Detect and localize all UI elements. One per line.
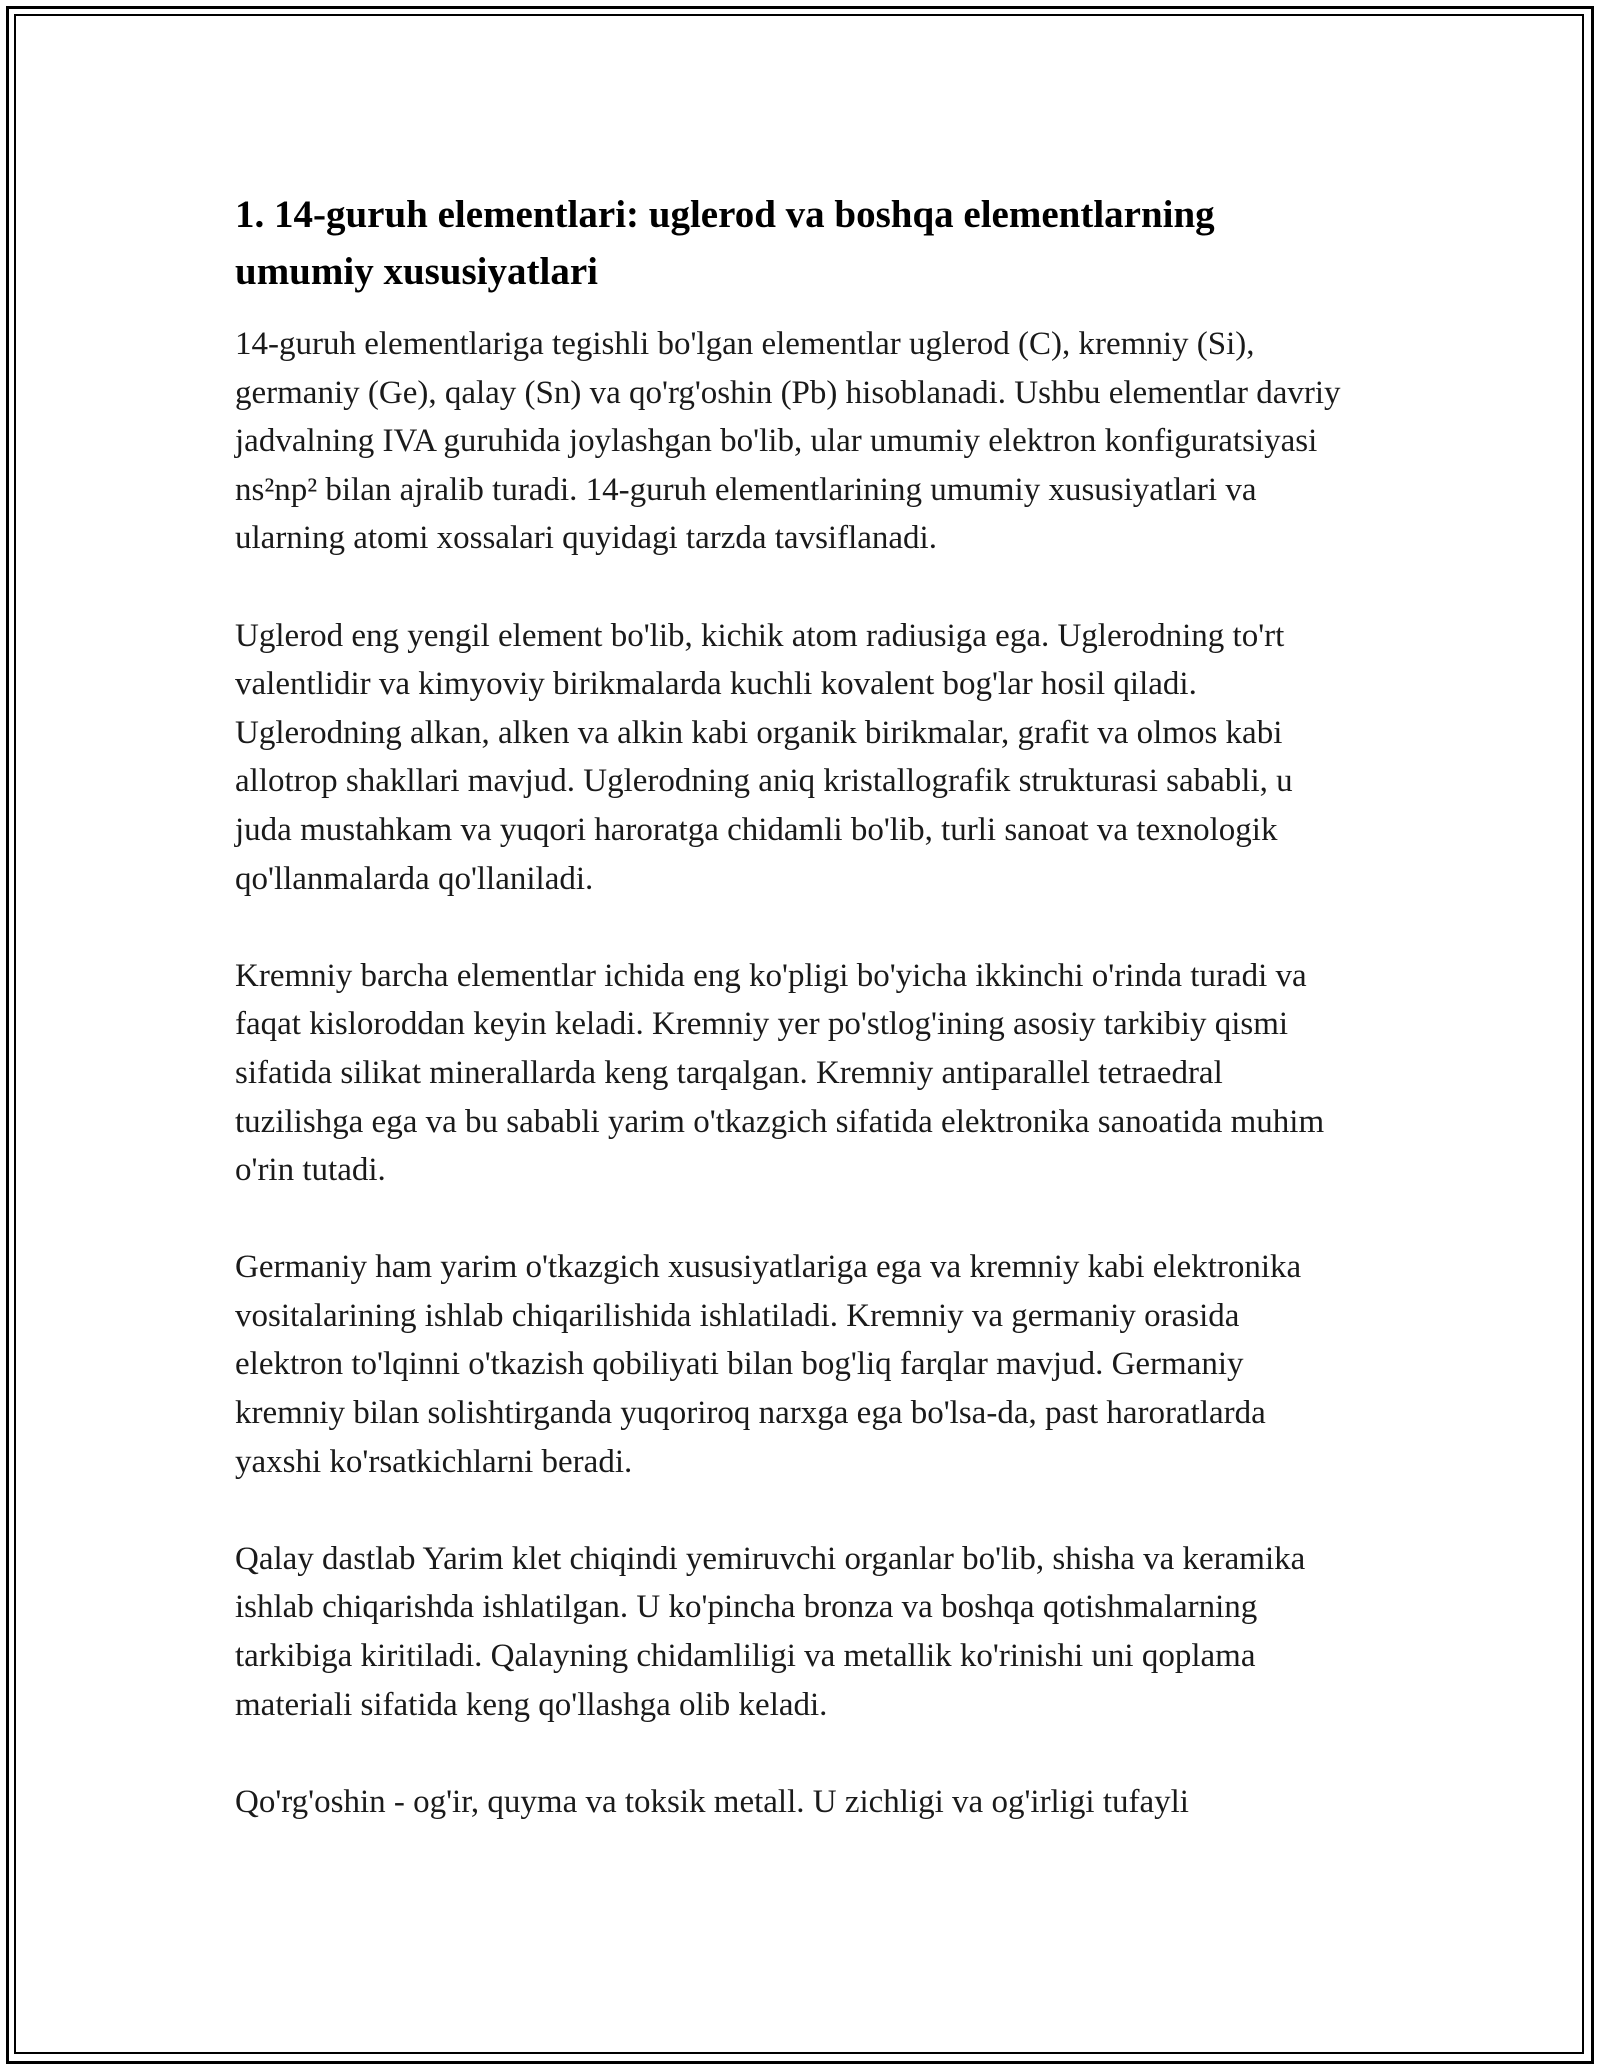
paragraph-carbon: Uglerod eng yengil element bo'lib, kichik atom radiusiga ega. Uglerodning to'rt valentlidir va kimyoviy birikmalarda kuchli kovalent bog'lar hosil qiladi. Uglerodning alkan, alken va alkin kabi organik birikmalar, grafit va olmos kabi allotrop shakllari mavjud. Uglerodning aniq kristallografik strukturasi sababli, u juda mustahkam va yuqori haroratga chidamli bo'lib, turli sanoat va texnologik qo'llanmalarda qo'llaniladi.	[235, 617, 1293, 897]
paragraph-germanium: Germaniy ham yarim o'tkazgich xususiyatlariga ega va kremniy kabi elektronika vositalarining ishlab chiqarilishida ishlatiladi. Kremniy va germaniy orasida elektron to'lqinni o'tkazish qobiliyati bilan bog'liq farqlar mavjud. Germaniy kremniy bilan solishtirganda yuqoriroq narxga ega bo'lsa-da, past haroratlarda yaxshi ko'rsatkichlarni beradi.	[235, 1249, 1302, 1480]
paragraph-tin: Qalay dastlab Yarim klet chiqindi yemiruvchi organlar bo'lib, shisha va keramika ishlab chiqarishda ishlatilgan. U ko'pincha bronza va boshqa qotishmalarning tarkibiga kiritiladi. Qalayning chidamliligi va metallik ko'rinishi uni qoplama materiali sifatida keng qo'llashga olib keladi.	[235, 1540, 1306, 1723]
document-body	[235, 186, 1345, 1826]
paragraph-intro: 14-guruh elementlariga tegishli bo'lgan elementlar uglerod (C), kremniy (Si), germaniy (Ge), qalay (Sn) va qo'rg'oshin (Pb) hisoblanadi. Ushbu elementlar davriy jadvalning IVA guruhida joylashgan bo'lib, ular umumiy elektron konfiguratsiyasi ns²np² bilan ajralib turadi. 14-guruh elementlarining umumiy xususiyatlari va ularning atomi xossalari quyidagi tarzda tavsiflanadi.	[235, 326, 1341, 557]
section-heading: 1. 14-guruh elementlari: uglerod va boshqa elementlarning umumiy xususiyatlari	[235, 193, 1215, 293]
paragraph-silicon: Kremniy barcha elementlar ichida eng ko'pligi bo'yicha ikkinchi o'rinda turadi va faqat kisloroddan keyin keladi. Kremniy yer po'stlog'ining asosiy tarkibiy qismi sifatida silikat minerallarda keng tarqalgan. Kremniy antiparallel tetraedral tuzilishga ega va bu sababli yarim o'tkazgich sifatida elektronika sanoatida muhim o'rin tutadi.	[235, 957, 1325, 1189]
paragraph-lead: Qo'rg'oshin - og'ir, quyma va toksik metall. U zichligi va og'irligi tufayli	[235, 1783, 1189, 1820]
